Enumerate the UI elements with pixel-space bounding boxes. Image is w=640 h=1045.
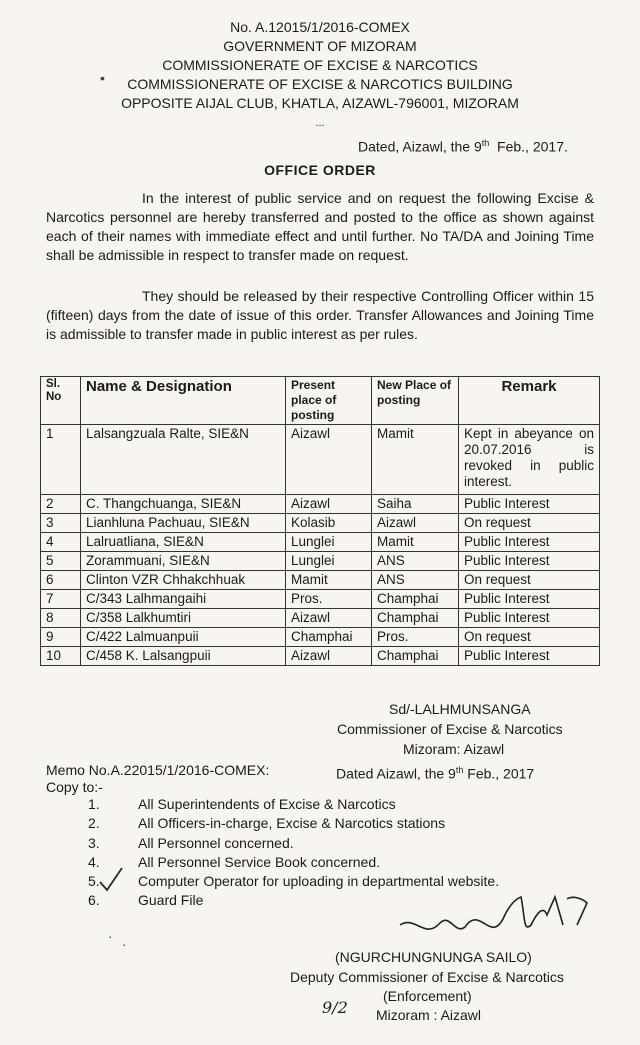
list-item: 6. Guard File (88, 892, 204, 909)
cell-remark: Public Interest (459, 552, 600, 571)
cell-sl: 7 (41, 590, 81, 609)
table-row (41, 571, 600, 590)
table-row (41, 647, 600, 666)
table-row (41, 590, 600, 609)
cell-remark: Public Interest (459, 495, 600, 514)
address-line: OPPOSITE AIJAL CLUB, KHATLA, AIZAWL-796001, MIZORAM (121, 95, 519, 111)
cell-sl: 1 (41, 425, 81, 495)
handwritten-date-note: 9/2 (322, 998, 348, 1017)
commissioner-designation: Commissioner of Excise & Narcotics (337, 721, 563, 737)
cell-new: Mamit (372, 425, 459, 495)
speck: · (108, 928, 113, 944)
cell-remark: On request (459, 571, 600, 590)
cell-name: Lianhluna Pachuau, SIE&N (81, 514, 286, 533)
table-row (41, 425, 600, 495)
list-item: 2. All Officers-in-charge, Excise & Narcotics stations (88, 815, 446, 832)
cell-sl: 5 (41, 552, 81, 571)
header-remark: Remark (459, 377, 600, 425)
cell-new: Aizawl (372, 514, 459, 533)
cell-name: C/358 Lalkhumtiri (81, 609, 286, 628)
cell-remark: On request (459, 628, 600, 647)
copy-to-label: Copy to:- (46, 779, 103, 795)
memo-number: Memo No.A.22015/1/2016-COMEX: (46, 762, 270, 778)
header-new-place: New Place of posting (372, 377, 459, 425)
ellipsis: ... (315, 117, 325, 129)
building-line: COMMISSIONERATE OF EXCISE & NARCOTICS BUILDING (127, 76, 513, 92)
cell-sl: 8 (41, 609, 81, 628)
cell-remark: On request (459, 514, 600, 533)
table-row (41, 552, 600, 571)
transfer-table (40, 376, 600, 666)
order-title: OFFICE ORDER (264, 162, 376, 178)
cell-present: Pros. (286, 590, 372, 609)
cell-remark: Kept in abeyance on 20.07.2016 is revoked in public interest. (459, 425, 600, 495)
speck: · (122, 936, 127, 952)
header-sl-no: Sl. No (41, 377, 81, 425)
cell-present: Mamit (286, 571, 372, 590)
cell-present: Aizawl (286, 425, 372, 495)
paragraph-1: In the interest of public service and on request the following Excise & Narcotics personnel are hereby transferred and posted to the office as shown against each of their names with immediate effect and until further. No TA/DA and Joining Time shall be admissible in respect to transfer made on request. (46, 190, 594, 263)
cell-new: Saiha (372, 495, 459, 514)
header-present-place: Present place of posting (286, 377, 372, 425)
speck: • (100, 70, 105, 86)
cell-remark: Public Interest (459, 609, 600, 628)
cell-new: ANS (372, 571, 459, 590)
cell-new: Pros. (372, 628, 459, 647)
cell-present: Lunglei (286, 552, 372, 571)
cell-new: Champhai (372, 609, 459, 628)
cell-sl: 6 (41, 571, 81, 590)
cell-present: Aizawl (286, 609, 372, 628)
table-row (41, 495, 600, 514)
table-header-row (41, 377, 600, 425)
cell-remark: Public Interest (459, 647, 600, 666)
cell-sl: 9 (41, 628, 81, 647)
cell-name: Zorammuani, SIE&N (81, 552, 286, 571)
cell-name: Lalruatliana, SIE&N (81, 533, 286, 552)
commissioner-name: Sd/-LALHMUNSANGA (389, 701, 531, 717)
cell-remark: Public Interest (459, 590, 600, 609)
government-line: GOVERNMENT OF MIZORAM (223, 38, 417, 54)
cell-new: ANS (372, 552, 459, 571)
cell-sl: 10 (41, 647, 81, 666)
deputy-commissioner-name: (NGURCHUNGNUNGA SAILO) (335, 949, 532, 965)
cell-present: Champhai (286, 628, 372, 647)
list-item: 3. All Personnel concerned. (88, 834, 294, 851)
cell-name: C. Thangchuanga, SIE&N (81, 495, 286, 514)
cell-sl: 3 (41, 514, 81, 533)
cell-sl: 4 (41, 533, 81, 552)
table-row (41, 514, 600, 533)
commissioner-place: Mizoram: Aizawl (403, 741, 505, 757)
list-item: 5. Computer Operator for uploading in departmental website. (88, 873, 500, 890)
handwritten-signature-icon (395, 885, 595, 955)
tick-mark-icon (98, 866, 124, 894)
order-date: Dated, Aizawl, the 9th Feb., 2017. (358, 138, 568, 155)
table-row (41, 533, 600, 552)
cell-present: Kolasib (286, 514, 372, 533)
cell-present: Aizawl (286, 647, 372, 666)
cell-remark: Public Interest (459, 533, 600, 552)
header-name: Name & Designation (81, 377, 286, 425)
memo-date: Dated Aizawl, the 9th Feb., 2017 (336, 765, 535, 782)
deputy-commissioner-wing: (Enforcement) (383, 988, 472, 1004)
cell-name: Lalsangzuala Ralte, SIE&N (81, 425, 286, 495)
paragraph-2: They should be released by their respective Controlling Officer within 15 (fifteen) days from the date of issue of this order. Transfer Allowances and Joining Time is admissible to transfer made in public interest as per rules. (46, 288, 594, 342)
cell-name: Clinton VZR Chhakchhuak (81, 571, 286, 590)
cell-new: Mamit (372, 533, 459, 552)
cell-new: Champhai (372, 590, 459, 609)
cell-name: C/458 K. Lalsangpuii (81, 647, 286, 666)
cell-present: Aizawl (286, 495, 372, 514)
cell-name: C/422 Lalmuanpuii (81, 628, 286, 647)
deputy-commissioner-place: Mizoram : Aizawl (376, 1007, 482, 1023)
list-item: 4. All Personnel Service Book concerned. (88, 853, 381, 870)
cell-new: Champhai (372, 647, 459, 666)
list-item: 1. All Superintendents of Excise & Narcotics (88, 796, 396, 812)
deputy-commissioner-designation: Deputy Commissioner of Excise & Narcotics (290, 969, 564, 985)
cell-present: Lunglei (286, 533, 372, 552)
cell-sl: 2 (41, 495, 81, 514)
reference-number: No. A.12015/1/2016-COMEX (230, 19, 410, 35)
cell-name: C/343 Lalhmangaihi (81, 590, 286, 609)
table-row (41, 609, 600, 628)
table-row (41, 628, 600, 647)
office-line: COMMISSIONERATE OF EXCISE & NARCOTICS (162, 57, 478, 73)
